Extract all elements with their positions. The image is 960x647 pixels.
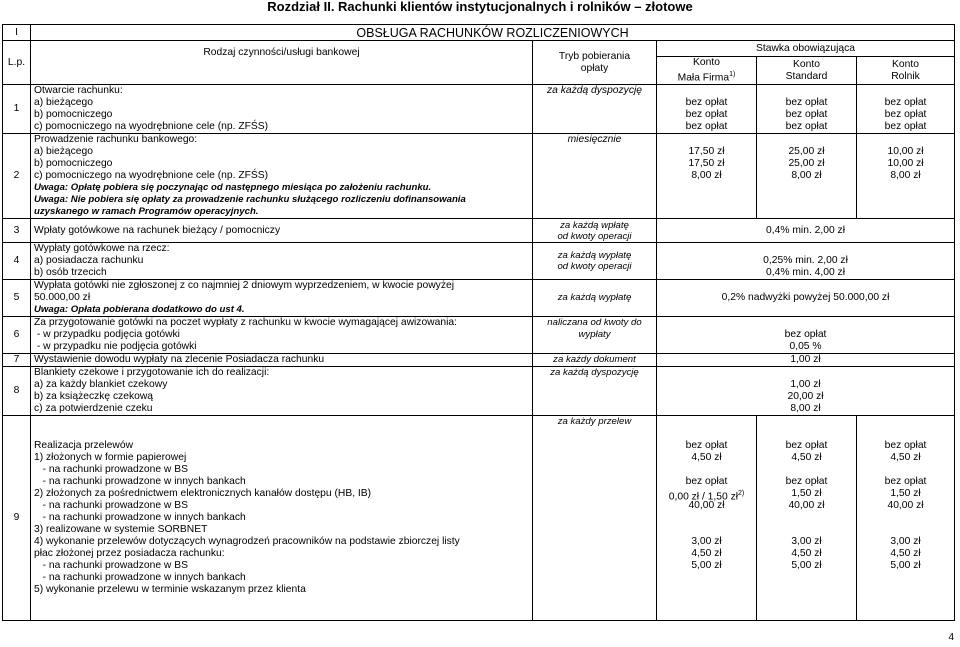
header-service: Rodzaj czynności/usługi bankowej — [31, 41, 533, 85]
rate-cell: 1,00 zł — [657, 354, 955, 367]
standard-cell: bez opłat bez opłat bez opłat — [757, 85, 857, 134]
row-number: 5 — [3, 280, 31, 317]
rate-cell: 0,4% min. 2,00 zł — [657, 219, 955, 243]
header-row — [3, 41, 955, 57]
table-row — [3, 219, 955, 243]
section-number: I — [3, 25, 31, 41]
mala-cell: 17,50 zł 17,50 zł 8,00 zł — [657, 134, 757, 219]
service-cell: Wypłaty gotówkowe na rzecz: a) posiadacza rachunku b) osób trzecich — [31, 243, 533, 280]
service-cell: Za przygotowanie gotówki na poczet wypłaty z rachunku w kwocie wymagającej awizowania: - w przypadku podjęcia gotówki - w przypadku nie podjęcia gotówki — [31, 317, 533, 354]
service-cell: Blankiety czekowe i przygotowanie ich do realizacji: a) za każdy blankiet czekowy b) za książeczkę czekową c) za potwierdzenie czeku — [31, 367, 533, 416]
row-number: 6 — [3, 317, 31, 354]
page-title: Rozdział II. Rachunki klientów instytucjonalnych i rolników – złotowe — [267, 0, 693, 14]
table-row — [3, 85, 955, 134]
header-lp: L.p. — [3, 41, 31, 85]
section-title: OBSŁUGA RACHUNKÓW ROZLICZENIOWYCH — [31, 25, 955, 41]
mode-cell: za każdą wypłatę od kwoty operacji — [533, 243, 657, 280]
service-cell: Realizacja przelewów 1) złożonych w formie papierowej - na rachunki prowadzone w BS - na rachunki prowadzone w innych bankach 2) złożonych za pośrednictwem elektronicznych kanałów dostępu (HB, IB) - na rachunki prowadzone w BS - na rachunki prowadzone w innych bankach 3) realizowane w systemie SORBNET 4) wykonanie przelewów dotyczących wynagrodzeń pracowników na podstawie zbiorczej listy płac złożonej przez posiadacza rachunku: - na rachunki prowadzone w BS - na rachunki prowadzone w innych bankach 5) wykonanie przelewu w terminie wskazanym przez klienta — [31, 416, 533, 621]
mode-cell: za każdy dokument — [533, 354, 657, 367]
note: Uwaga: Opłatę pobiera się poczynając od następnego miesiąca po założeniu rachunku. — [34, 182, 432, 194]
service-cell: Otwarcie rachunku: a) bieżącego b) pomocniczego c) pomocniczego na wyodrębnione cele (np. ZFŚS) — [31, 85, 533, 134]
section-row — [3, 25, 955, 41]
service-cell: Wypłata gotówki nie zgłoszonej z co najmniej 2 dniowym wyprzedzeniem, w kwocie powyżej 50.000,00 zł Uwaga: Opłata pobierana dodatkowo do ust 4. — [31, 280, 533, 317]
note: uzyskanego w ramach Programów operacyjnych. — [34, 206, 259, 218]
fee-table — [2, 24, 955, 621]
service-cell: Prowadzenie rachunku bankowego: a) bieżącego b) pomocniczego c) pomocniczego na wyodrębnione cele (np. ZFŚS) Uwaga: Opłatę pobiera się poczynając od następnego miesiąca po założeniu rachunku. Uwaga: Nie pobiera się opłaty za prowadzenie rachunku służącego rozliczeniu dofinansowania uzyskanego w ramach Programów operacyjnych. — [31, 134, 533, 219]
mode-cell: za każdą dyspozycję — [533, 367, 657, 416]
row-number: 4 — [3, 243, 31, 280]
rolnik-cell: bez opłat 4,50 zł bez opłat 1,50 zł 40,00 zł 3,00 zł 4,50 zł 5,00 zł — [857, 416, 955, 621]
table-row — [3, 317, 955, 354]
header-mala-firma: Konto Mała Firma$^{1)}$ — [657, 57, 757, 85]
row-number: 9 — [3, 416, 31, 621]
service-cell: Wystawienie dowodu wypłaty na zlecenie Posiadacza rachunku — [31, 354, 533, 367]
rolnik-cell: bez opłat bez opłat bez opłat — [857, 85, 955, 134]
header-mode: Tryb pobierania opłaty — [533, 41, 657, 85]
header-standard: Konto Standard — [757, 57, 857, 85]
header-rate: Stawka obowiązująca — [657, 41, 955, 57]
mode-cell: za każdą wpłatę od kwoty operacji — [533, 219, 657, 243]
row-number: 1 — [3, 85, 31, 134]
rate-cell: 0,2% nadwyżki powyżej 50.000,00 zł — [657, 280, 955, 317]
rolnik-cell: 10,00 zł 10,00 zł 8,00 zł — [857, 134, 955, 219]
table-row — [3, 354, 955, 367]
rate-cell: 0,25% min. 2,00 zł 0,4% min. 4,00 zł — [657, 243, 955, 280]
header-rolnik: Konto Rolnik — [857, 57, 955, 85]
mala-cell: bez opłat bez opłat bez opłat — [657, 85, 757, 134]
mode-cell: naliczana od kwoty do wypłaty — [533, 317, 657, 354]
standard-cell: bez opłat 4,50 zł bez opłat 1,50 zł 40,00 zł 3,00 zł 4,50 zł 5,00 zł — [757, 416, 857, 621]
service-cell: Wpłaty gotówkowe na rachunek bieżący / pomocniczy — [31, 219, 533, 243]
row-number: 8 — [3, 367, 31, 416]
page-number: 4 — [948, 632, 954, 643]
row-number: 3 — [3, 219, 31, 243]
row-number: 7 — [3, 354, 31, 367]
table-row — [3, 280, 955, 317]
mode-cell: za każdą wypłatę — [533, 280, 657, 317]
note: Uwaga: Nie pobiera się opłaty za prowadzenie rachunku służącego rozliczeniu dofinansowania — [34, 194, 466, 206]
rate-cell: bez opłat 0,05 % — [657, 317, 955, 354]
row-number: 2 — [3, 134, 31, 219]
table-row — [3, 416, 955, 621]
standard-cell: 25,00 zł 25,00 zł 8,00 zł — [757, 134, 857, 219]
mala-cell: bez opłat 4,50 zł bez opłat 0,00 zł / 1,50 $zł^{2)}$ 40,00 zł 3,00 zł 4,50 zł 5,00 zł — [657, 416, 757, 621]
mode-cell: za każdy przelew — [533, 416, 657, 621]
table-row — [3, 367, 955, 416]
table-row — [3, 243, 955, 280]
mode-cell: za każdą dyspozycję — [533, 85, 657, 134]
mode-cell: miesięcznie — [533, 134, 657, 219]
table-row — [3, 134, 955, 219]
note: Uwaga: Opłata pobierana dodatkowo do ust 4. — [34, 304, 245, 316]
rate-cell: 1,00 zł 20,00 zł 8,00 zł — [657, 367, 955, 416]
